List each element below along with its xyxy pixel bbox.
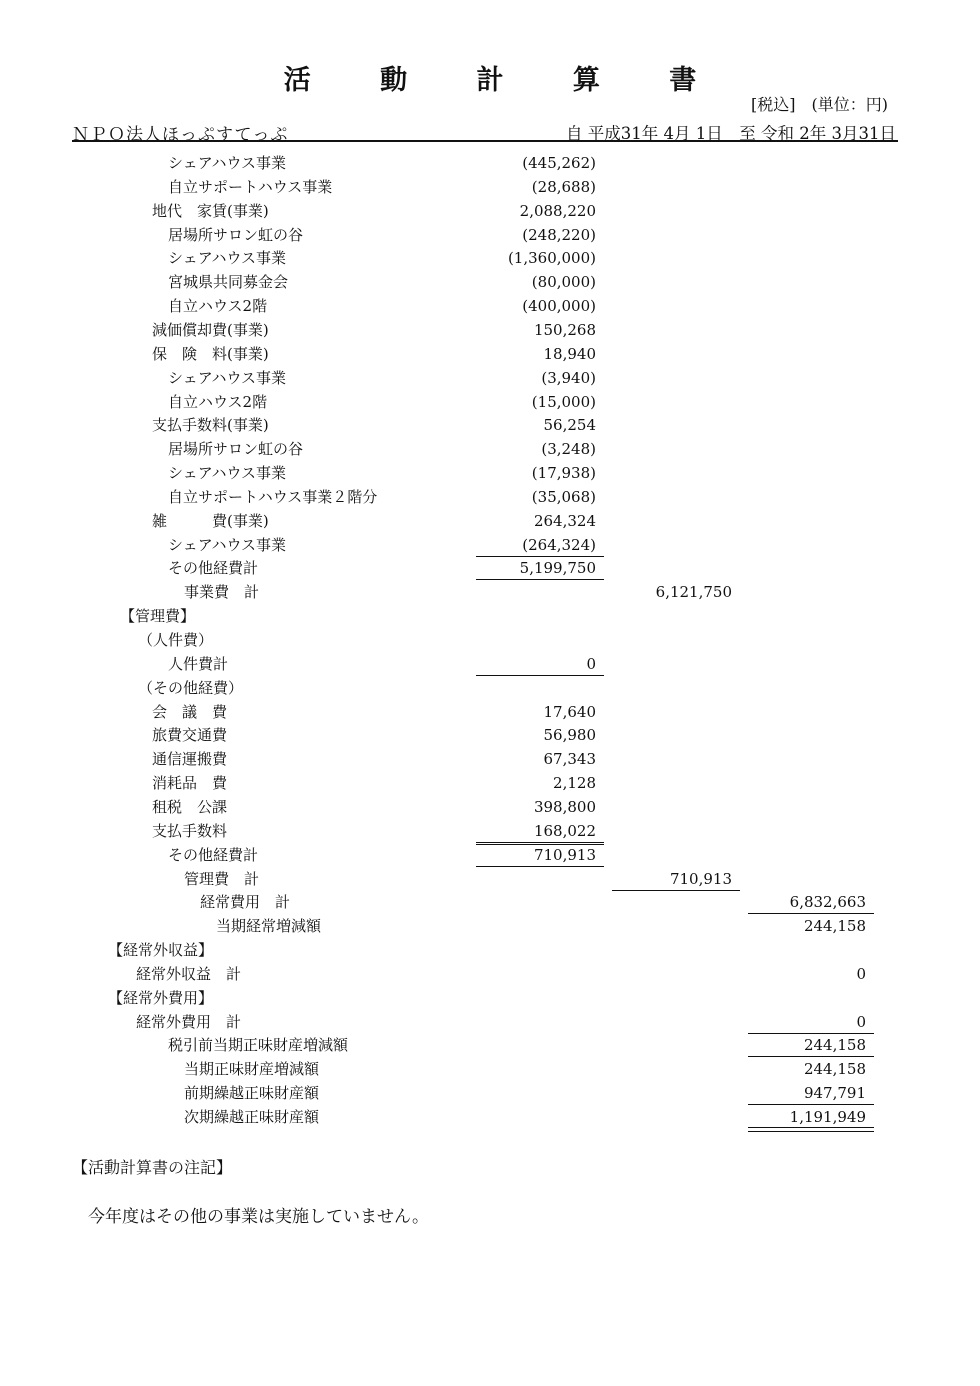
row-label: 次期繰越正味財産額 [184, 1108, 320, 1126]
table-row [0, 677, 980, 701]
table-row [0, 653, 980, 677]
table-row [0, 772, 980, 796]
amount-c1: 56,980 [543, 726, 596, 745]
row-label: 前期繰越正味財産額 [184, 1084, 320, 1103]
row-label: 宮城県共同募金会 [168, 273, 289, 292]
table-row [0, 224, 980, 248]
row-label: その他経費計 [168, 559, 259, 578]
row-label: 旅費交通費 [152, 726, 228, 745]
amount-c3: 947,791 [803, 1084, 866, 1103]
table-row [0, 796, 980, 820]
notes-body: 今年度はその他の事業は実施していません。 [88, 1207, 430, 1227]
underline-rule [476, 675, 604, 676]
row-label: 【管理費】 [120, 607, 196, 626]
row-label: 通信運搬費 [152, 750, 228, 769]
row-label: （その他経費） [138, 678, 244, 697]
amount-c1: 2,128 [553, 774, 596, 793]
table-row [0, 391, 980, 415]
amount-c1: 56,254 [543, 416, 596, 435]
amount-c3: 0 [856, 964, 866, 983]
row-label: 管理費 計 [184, 869, 260, 888]
amount-c1: (264,324) [522, 535, 596, 554]
table-row [0, 939, 980, 963]
underline-rule [612, 890, 740, 891]
table-row [0, 820, 980, 844]
amount-c3: 0 [856, 1012, 866, 1031]
table-row [0, 271, 980, 295]
table-row [0, 963, 980, 987]
table-row [0, 486, 980, 510]
table-row [0, 581, 980, 605]
amount-c1: 0 [586, 654, 596, 673]
row-label: 事業費 計 [184, 583, 260, 602]
table-row [0, 367, 980, 391]
amount-c1: 398,800 [533, 797, 596, 816]
amount-c3: 6,832,663 [789, 893, 866, 912]
organization-name: ＮＰＯ法人ほっぷすてっぷ [72, 125, 289, 145]
double-underline-rule [748, 1127, 874, 1132]
table-row [0, 247, 980, 271]
table-row [0, 844, 980, 868]
amount-c3: 244,158 [803, 1060, 866, 1079]
table-row [0, 629, 980, 653]
row-label: 支払手数料(事業) [152, 416, 269, 435]
row-label: 自立ハウス2階 [168, 392, 268, 411]
amount-c3: 1,191,949 [789, 1108, 866, 1126]
top-rule [476, 844, 604, 845]
row-label: （人件費） [138, 631, 214, 649]
row-label: 【経常外費用】 [108, 988, 214, 1007]
amount-c1: 5,199,750 [519, 559, 596, 578]
amount-c1: 168,022 [533, 821, 596, 840]
amount-c1: (3,940) [541, 368, 596, 387]
row-label: その他経費計 [168, 845, 259, 864]
amount-c1: (445,262) [522, 154, 596, 172]
amount-c3: 244,158 [803, 917, 866, 936]
underline-rule [476, 842, 604, 843]
amount-c1: 264,324 [533, 511, 596, 530]
table-row [0, 724, 980, 748]
table-row [0, 510, 980, 534]
table-row [0, 868, 980, 892]
row-label: シェアハウス事業 [168, 535, 287, 554]
table-row [0, 462, 980, 486]
table-row [0, 1011, 980, 1035]
amount-c1: 18,940 [543, 344, 596, 363]
table-row [0, 295, 980, 319]
row-label: 税引前当期正味財産増減額 [168, 1036, 349, 1055]
amount-c1: (17,938) [531, 464, 596, 483]
amount-c1: (400,000) [522, 297, 596, 316]
table-row [0, 152, 980, 176]
amount-c1: 2,088,220 [519, 201, 596, 220]
row-label: 租税 公課 [152, 797, 228, 816]
row-label: シェアハウス事業 [168, 154, 287, 172]
underline-rule [476, 556, 604, 557]
document-title: 活 動 計 算 書 [283, 65, 727, 96]
row-label: 地代 家賃(事業) [152, 201, 269, 220]
row-label: シェアハウス事業 [168, 464, 287, 483]
row-label: 保 険 料(事業) [152, 344, 269, 363]
underline-rule [476, 866, 604, 867]
row-label: シェアハウス事業 [168, 368, 287, 387]
unit-note: [税込] (単位：円) [751, 95, 888, 114]
table-row [0, 987, 980, 1011]
table-row [0, 438, 980, 462]
notes-heading: 【活動計算書の注記】 [72, 1158, 233, 1177]
row-label: 支払手数料 [152, 821, 228, 840]
underline-rule [748, 913, 874, 914]
row-label: 居場所サロン虹の谷 [168, 440, 304, 459]
amount-c1: (3,248) [541, 440, 596, 459]
row-label: 居場所サロン虹の谷 [168, 225, 304, 244]
row-label: 減価償却費(事業) [152, 320, 269, 339]
amount-c1: (35,068) [531, 487, 596, 506]
table-row [0, 701, 980, 725]
table-row [0, 534, 980, 558]
table-row [0, 1106, 980, 1130]
table-row [0, 319, 980, 343]
table-row [0, 748, 980, 772]
amount-c1: 710,913 [533, 845, 596, 864]
underline-rule [748, 1056, 874, 1057]
table-row [0, 605, 980, 629]
table-row [0, 557, 980, 581]
row-label: 経常外費用 計 [136, 1012, 242, 1031]
row-label: シェアハウス事業 [168, 249, 287, 268]
amount-c1: (1,360,000) [507, 249, 596, 268]
table-row [0, 891, 980, 915]
table-row [0, 200, 980, 224]
row-label: 人件費計 [168, 654, 229, 673]
amount-c2: 710,913 [669, 869, 732, 888]
fiscal-period: 自 平成31年 4月 1日 至 令和 2年 3月31日 [566, 124, 896, 143]
row-label: 経常費用 計 [200, 893, 291, 912]
row-label: 自立ハウス2階 [168, 297, 268, 316]
underline-rule [748, 1033, 874, 1034]
table-row [0, 1034, 980, 1058]
amount-c1: (28,688) [531, 177, 596, 196]
underline-rule [476, 579, 604, 580]
amount-c1: (248,220) [522, 225, 596, 244]
row-label: 【経常外収益】 [108, 941, 214, 960]
row-label: 会 議 費 [152, 702, 228, 721]
table-row [0, 414, 980, 438]
row-label: 自立サポートハウス事業 [168, 177, 333, 196]
row-label: 雑 費(事業) [152, 511, 269, 530]
table-row [0, 915, 980, 939]
amount-c1: 67,343 [543, 750, 596, 769]
amount-c3: 244,158 [803, 1036, 866, 1055]
table-row [0, 1082, 980, 1106]
table-row [0, 176, 980, 200]
row-label: 当期経常増減額 [216, 917, 322, 936]
underline-rule [748, 1104, 874, 1105]
row-label: 経常外収益 計 [136, 964, 242, 983]
table-row [0, 1058, 980, 1082]
row-label: 自立サポートハウス事業２階分 [168, 487, 378, 506]
amount-c1: 150,268 [533, 320, 596, 339]
amount-c2: 6,121,750 [655, 583, 732, 602]
amount-c1: 17,640 [543, 702, 596, 721]
row-label: 当期正味財産増減額 [184, 1060, 320, 1079]
amount-c1: (15,000) [531, 392, 596, 411]
amount-c1: (80,000) [531, 273, 596, 292]
row-label: 消耗品 費 [152, 774, 228, 793]
table-row [0, 343, 980, 367]
